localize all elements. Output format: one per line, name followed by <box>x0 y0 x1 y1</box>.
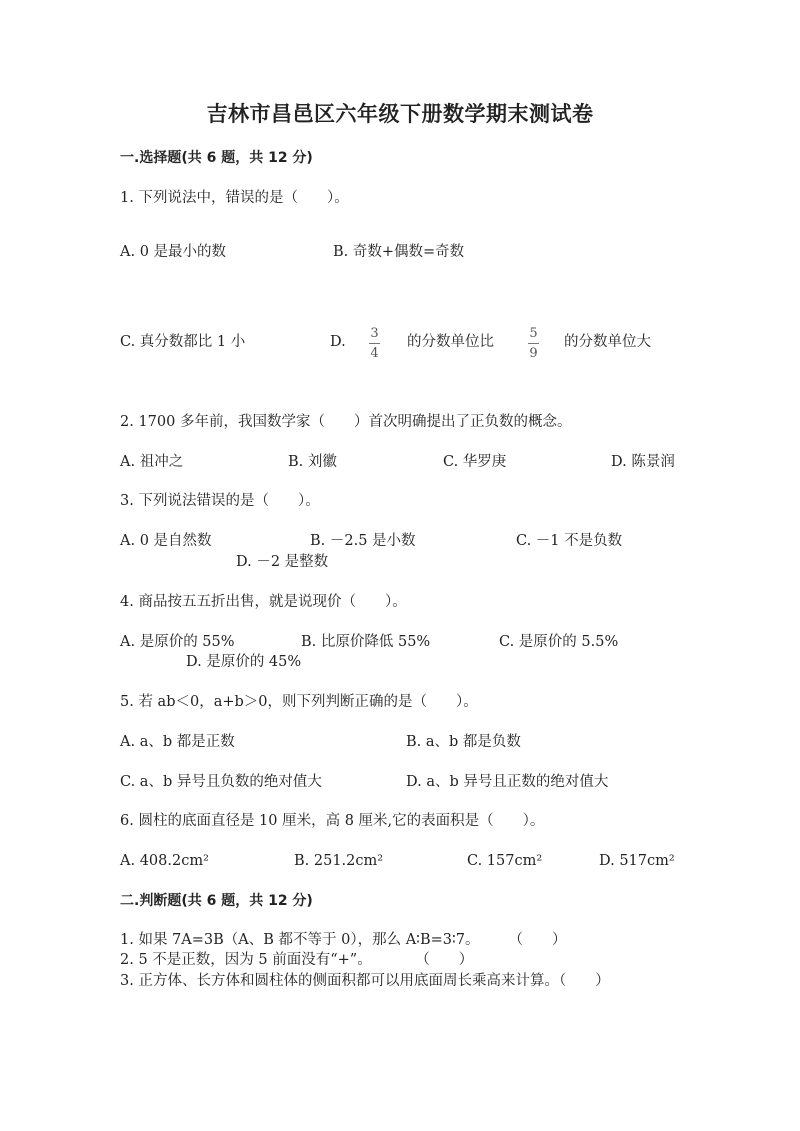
question-2-option-c: C. 华罗庚 <box>443 454 507 470</box>
question-3-stem: 3. 下列说法错误的是（ ）。 <box>120 493 320 509</box>
question-1-option-d-prefix: D. <box>330 334 346 350</box>
fraction-denominator: 9 <box>529 346 538 361</box>
question-3-option-a: A. 0 是自然数 <box>120 533 212 549</box>
question-6-stem: 6. 圆柱的底面直径是 10 厘米，高 8 厘米,它的表面积是（ ）。 <box>120 813 545 829</box>
question-1-option-d-middle: 的分数单位比 <box>407 334 494 350</box>
question-1-option-b: B. 奇数+偶数=奇数 <box>333 244 465 260</box>
question-5-option-c: C. a、b 异号且负数的绝对值大 <box>120 774 322 790</box>
question-5-option-a: A. a、b 都是正数 <box>120 734 235 750</box>
question-1-option-d-suffix: 的分数单位大 <box>564 334 651 350</box>
fraction-five-ninths <box>528 327 539 360</box>
question-3-option-d: D. －2 是整数 <box>236 554 329 570</box>
fraction-three-quarters <box>369 327 380 360</box>
question-6-option-c: C. 157cm² <box>467 853 543 869</box>
question-1-stem: 1. 下列说法中，错误的是（ ）。 <box>120 190 349 206</box>
question-4-stem: 4. 商品按五五折出售，就是说现价（ ）。 <box>120 594 407 610</box>
judgement-item-2: 2. 5 不是正数，因为 5 前面没有“+”。 （ ） <box>120 952 474 968</box>
question-6-option-b: B. 251.2cm² <box>294 853 384 869</box>
question-2-stem: 2. 1700 多年前，我国数学家（ ）首次明确提出了正负数的概念。 <box>120 414 572 430</box>
question-5-stem: 5. 若 ab＜0，a+b＞0，则下列判断正确的是（ ）。 <box>120 694 478 710</box>
question-6-option-a: A. 408.2cm² <box>120 853 209 869</box>
fraction-bar <box>528 343 539 344</box>
question-3-option-b: B. －2.5 是小数 <box>310 533 416 549</box>
question-3-option-c: C. －1 不是负数 <box>516 533 623 549</box>
fraction-numerator: 5 <box>529 326 538 341</box>
judgement-item-3: 3. 正方体、长方体和圆柱体的侧面积都可以用底面周长乘高来计算。（ ） <box>120 973 610 989</box>
question-4-option-b: B. 比原价降低 55% <box>301 634 431 650</box>
fraction-numerator: 3 <box>370 326 379 341</box>
judgement-item-1: 1. 如果 7A=3B（A、B 都不等于 0），那么 A∶B=3∶7。 （ ） <box>120 932 567 948</box>
question-6-option-d: D. 517cm² <box>599 853 675 869</box>
question-2-option-d: D. 陈景润 <box>611 454 675 470</box>
page-title: 吉林市昌邑区六年级下册数学期末测试卷 <box>206 102 594 126</box>
question-2-option-b: B. 刘徽 <box>288 454 337 470</box>
fraction-bar <box>369 343 380 344</box>
question-2-option-a: A. 祖冲之 <box>120 454 184 470</box>
section-heading-choice: 一.选择题(共 6 题，共 12 分) <box>120 150 313 166</box>
question-4-option-c: C. 是原价的 5.5% <box>499 634 619 650</box>
fraction-denominator: 4 <box>370 346 379 361</box>
question-4-option-d: D. 是原价的 45% <box>186 654 302 670</box>
question-5-option-d: D. a、b 异号且正数的绝对值大 <box>406 774 609 790</box>
question-1-option-c: C. 真分数都比 1 小 <box>120 334 246 350</box>
question-1-option-a: A. 0 是最小的数 <box>120 244 227 260</box>
section-heading-judgement: 二.判断题(共 6 题，共 12 分) <box>120 893 313 909</box>
question-4-option-a: A. 是原价的 55% <box>120 634 235 650</box>
question-5-option-b: B. a、b 都是负数 <box>406 734 521 750</box>
